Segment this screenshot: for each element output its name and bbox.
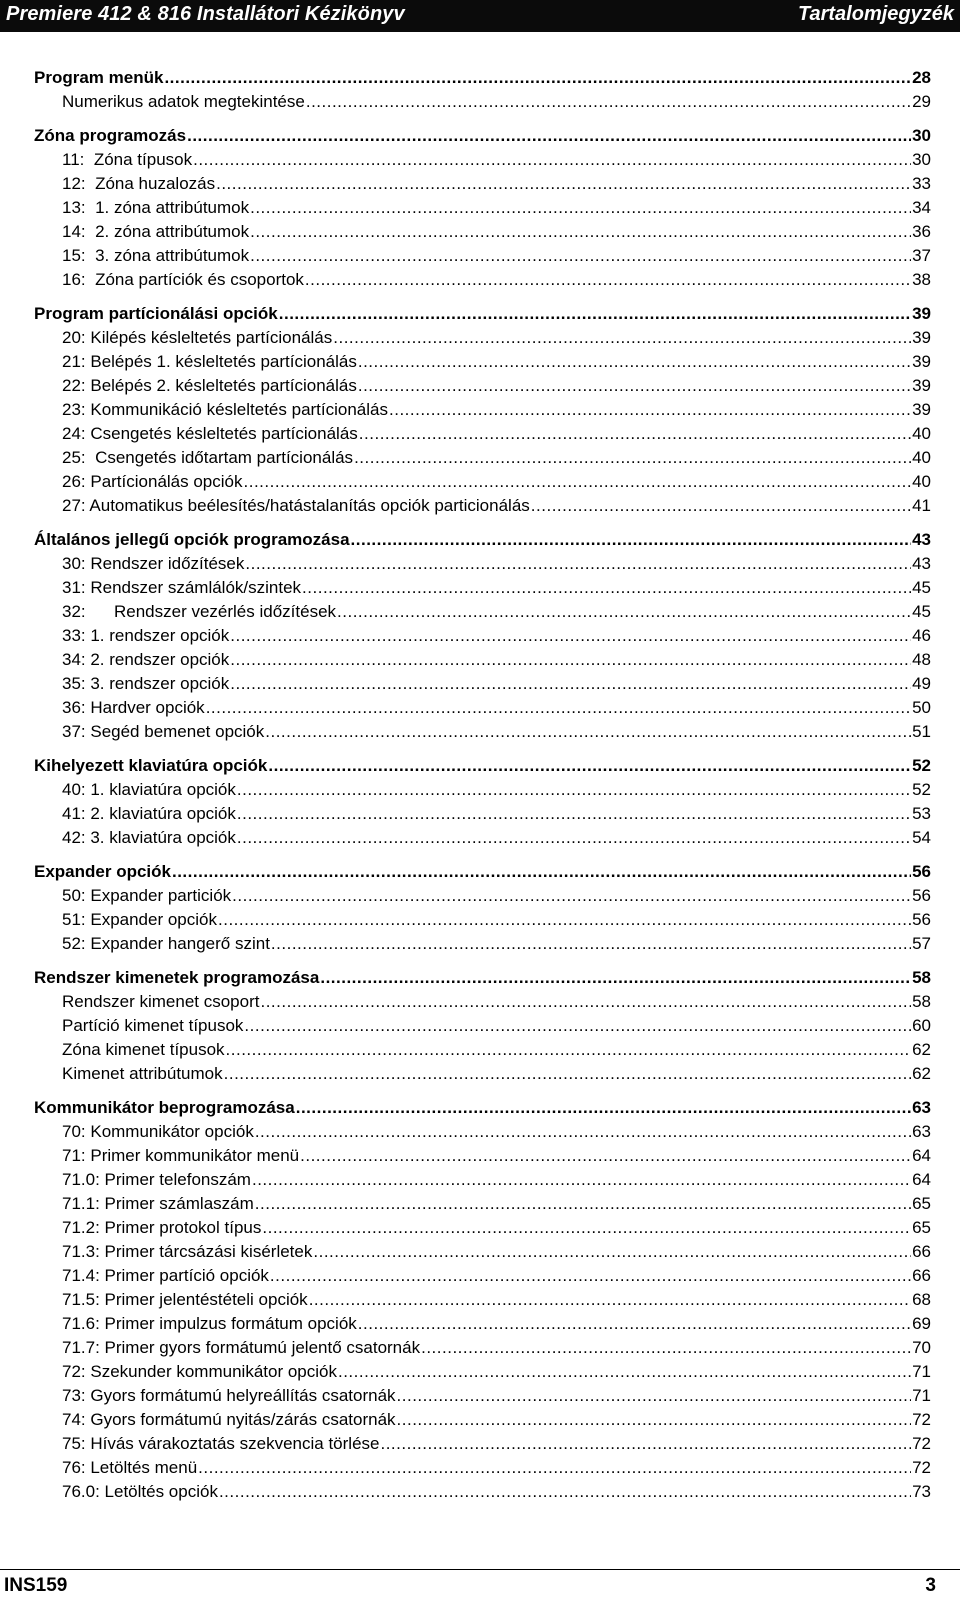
toc-leader-dots	[338, 1362, 911, 1382]
toc-entry[interactable]	[62, 372, 931, 396]
toc-label: Program menük	[34, 68, 164, 87]
toc-section-entry[interactable]	[34, 526, 931, 550]
toc-entry[interactable]	[62, 1334, 931, 1358]
toc-page-number: 54	[912, 828, 931, 847]
toc-leader-dots	[359, 424, 911, 444]
toc-label: 76.0: Letöltés opciók	[62, 1482, 218, 1501]
toc-label: 41: 2. klaviatúra opciók	[62, 804, 236, 823]
toc-label: 40: 1. klaviatúra opciók	[62, 780, 236, 799]
toc-page-number: 73	[912, 1482, 931, 1501]
toc-page-number: 28	[912, 68, 931, 87]
toc-leader-dots	[265, 722, 911, 742]
toc-entry[interactable]	[62, 1166, 931, 1190]
toc-page-number: 53	[912, 804, 931, 823]
toc-label: 73: Gyors formátumú helyreállítás csatornák	[62, 1386, 396, 1405]
toc-section-entry[interactable]	[34, 1094, 931, 1118]
toc-page-number: 66	[912, 1266, 931, 1285]
toc-leader-dots	[164, 68, 911, 88]
toc-entry[interactable]	[62, 348, 931, 372]
toc-page-number: 48	[912, 650, 931, 669]
toc-leader-dots	[358, 1314, 911, 1334]
toc-page-number: 60	[912, 1016, 931, 1035]
toc-leader-dots	[309, 1290, 911, 1310]
toc-label: 51: Expander opciók	[62, 910, 217, 929]
toc-entry[interactable]	[62, 194, 931, 218]
toc-label: 36: Hardver opciók	[62, 698, 205, 717]
toc-label: 50: Expander particiók	[62, 886, 232, 905]
toc-label: 35: 3. rendszer opciók	[62, 674, 230, 693]
toc-label: 74: Gyors formátumú nyitás/zárás csatornák	[62, 1410, 396, 1429]
toc-entry[interactable]	[62, 1118, 931, 1142]
toc-entry[interactable]	[62, 988, 931, 1012]
toc-page-number: 46	[912, 626, 931, 645]
toc-page-number: 70	[912, 1338, 931, 1357]
toc-entry[interactable]	[62, 1214, 931, 1238]
toc-page-number: 40	[912, 424, 931, 443]
toc-label: Numerikus adatok megtekintése	[62, 92, 305, 111]
toc-label: 15: 3. zóna attribútumok	[62, 246, 250, 265]
toc-leader-dots	[172, 862, 911, 882]
page-header	[0, 0, 960, 32]
toc-leader-dots	[250, 198, 911, 218]
toc-page-number: 63	[912, 1122, 931, 1141]
toc-leader-dots	[270, 1266, 911, 1286]
toc-section-entry[interactable]	[34, 752, 931, 776]
toc-label: 71: Primer kommunikátor menü	[62, 1146, 300, 1165]
toc-label: 71.4: Primer partíció opciók	[62, 1266, 269, 1285]
toc-leader-dots	[271, 934, 911, 954]
toc-leader-dots	[250, 222, 911, 242]
toc-entry[interactable]	[62, 824, 931, 848]
toc-label: 71.3: Primer tárcsázási kisérletek	[62, 1242, 313, 1261]
toc-label: Általános jellegű opciók programozása	[34, 530, 350, 549]
toc-leader-dots	[244, 1016, 911, 1036]
toc-page-number: 64	[912, 1146, 931, 1165]
section-title: Tartalomjegyzék	[798, 3, 954, 25]
toc-leader-dots	[358, 352, 911, 372]
toc-entry[interactable]	[62, 420, 931, 444]
toc-entry[interactable]	[62, 598, 931, 622]
toc-label: 11: Zóna típusok	[62, 150, 193, 169]
toc-leader-dots	[337, 602, 911, 622]
toc-label: Zóna kimenet típusok	[62, 1040, 225, 1059]
toc-page-number: 66	[912, 1242, 931, 1261]
toc-label: Kihelyezett klaviatúra opciók	[34, 756, 268, 775]
toc-entry[interactable]	[62, 800, 931, 824]
toc-label: 75: Hívás várakoztatás szekvencia törlése	[62, 1434, 380, 1453]
document-code: INS159	[4, 1575, 68, 1596]
toc-leader-dots	[255, 1194, 911, 1214]
toc-leader-dots	[245, 554, 911, 574]
toc-leader-dots	[268, 756, 911, 776]
toc-entry[interactable]	[62, 1286, 931, 1310]
toc-entry[interactable]	[62, 1190, 931, 1214]
toc-page-number: 37	[912, 246, 931, 265]
toc-label: 72: Szekunder kommunikátor opciók	[62, 1362, 337, 1381]
toc-entry[interactable]	[62, 1262, 931, 1286]
toc-label: 14: 2. zóna attribútumok	[62, 222, 250, 241]
toc-page-number: 56	[912, 886, 931, 905]
toc-entry[interactable]	[62, 242, 931, 266]
toc-label: 32: Rendszer vezérlés időzítések	[62, 602, 337, 621]
toc-entry[interactable]	[62, 1060, 931, 1084]
toc-leader-dots	[230, 626, 911, 646]
toc-entry[interactable]	[62, 1406, 931, 1430]
toc-section-entry[interactable]	[34, 64, 931, 88]
toc-page-number: 45	[912, 578, 931, 597]
toc-entry[interactable]	[62, 694, 931, 718]
toc-page-number: 49	[912, 674, 931, 693]
toc-page-number: 39	[912, 304, 931, 323]
toc-page-number: 43	[912, 530, 931, 549]
toc-page-number: 68	[912, 1290, 931, 1309]
toc-leader-dots	[198, 1458, 911, 1478]
toc-leader-dots	[193, 150, 911, 170]
toc-page-number: 40	[912, 448, 931, 467]
toc-page-number: 39	[912, 352, 931, 371]
toc-label: 71.2: Primer protokol típus	[62, 1218, 262, 1237]
toc-entry[interactable]	[62, 670, 931, 694]
toc-label: 71.7: Primer gyors formátumú jelentő csatornák	[62, 1338, 421, 1357]
toc-page-number: 72	[912, 1458, 931, 1477]
toc-page-number: 58	[912, 992, 931, 1011]
toc-entry[interactable]	[62, 88, 931, 112]
toc-page-number: 71	[912, 1362, 931, 1381]
toc-entry[interactable]	[62, 218, 931, 242]
toc-page-number: 50	[912, 698, 931, 717]
toc-entry[interactable]	[62, 1478, 931, 1502]
toc-entry[interactable]	[62, 324, 931, 348]
toc-page-number: 29	[912, 92, 931, 111]
toc-section-entry[interactable]	[34, 122, 931, 146]
toc-page-number: 65	[912, 1194, 931, 1213]
toc-page-number: 64	[912, 1170, 931, 1189]
toc-label: 20: Kilépés késleltetés partícionálás	[62, 328, 333, 347]
toc-label: 16: Zóna partíciók és csoportok	[62, 270, 304, 289]
toc-leader-dots	[389, 400, 911, 420]
toc-page-number: 72	[912, 1434, 931, 1453]
toc-label: 71.6: Primer impulzus formátum opciók	[62, 1314, 357, 1333]
toc-label: 71.1: Primer számlaszám	[62, 1194, 254, 1213]
toc-label: 25: Csengetés időtartam partícionálás	[62, 448, 354, 467]
toc-page-number: 65	[912, 1218, 931, 1237]
toc-label: 24: Csengetés késleltetés partícionálás	[62, 424, 358, 443]
toc-leader-dots	[313, 1242, 911, 1262]
toc-page-number: 63	[912, 1098, 931, 1117]
toc-leader-dots	[216, 174, 911, 194]
toc-label: 26: Partícionálás opciók	[62, 472, 243, 491]
toc-leader-dots	[255, 1122, 911, 1142]
toc-label: 21: Belépés 1. késleltetés partícionálás	[62, 352, 357, 371]
toc-label: Rendszer kimenet csoport	[62, 992, 260, 1011]
toc-page-number: 71	[912, 1386, 931, 1405]
toc-leader-dots	[230, 650, 911, 670]
toc-entry[interactable]	[62, 1430, 931, 1454]
toc-page-number: 57	[912, 934, 931, 953]
toc-label: 42: 3. klaviatúra opciók	[62, 828, 236, 847]
toc-label: 27: Automatikus beélesítés/hatástalanítás opciók particionálás	[62, 496, 530, 515]
toc-label: Expander opciók	[34, 862, 171, 881]
toc-page-number: 40	[912, 472, 931, 491]
toc-entry[interactable]	[62, 718, 931, 742]
toc-entry[interactable]	[62, 170, 931, 194]
toc-label: 52: Expander hangerő szint	[62, 934, 270, 953]
toc-leader-dots	[226, 1040, 912, 1060]
toc-page-number: 33	[912, 174, 931, 193]
toc-entry[interactable]	[62, 550, 931, 574]
toc-leader-dots	[252, 1170, 911, 1190]
toc-page-number: 38	[912, 270, 931, 289]
toc-entry[interactable]	[62, 1142, 931, 1166]
toc-label: Kommunikátor beprogramozása	[34, 1098, 295, 1117]
toc-entry[interactable]	[62, 444, 931, 468]
toc-page-number: 39	[912, 400, 931, 419]
toc-page-number: 36	[912, 222, 931, 241]
toc-leader-dots	[187, 126, 911, 146]
toc-leader-dots	[380, 1434, 911, 1454]
toc-leader-dots	[279, 304, 911, 324]
toc-label: 31: Rendszer számlálók/szintek	[62, 578, 302, 597]
toc-section-entry[interactable]	[34, 300, 931, 324]
toc-entry[interactable]	[62, 146, 931, 170]
toc-page-number: 72	[912, 1410, 931, 1429]
toc-leader-dots	[354, 448, 911, 468]
toc-label: 33: 1. rendszer opciók	[62, 626, 230, 645]
toc-page-number: 58	[912, 968, 931, 987]
toc-leader-dots	[262, 1218, 911, 1238]
toc-label: 76: Letöltés menü	[62, 1458, 198, 1477]
toc-page-number: 56	[912, 910, 931, 929]
toc-entry[interactable]	[62, 266, 931, 290]
toc-label: 71.5: Primer jelentéstételi opciók	[62, 1290, 308, 1309]
toc-entry[interactable]	[62, 1310, 931, 1334]
toc-label: 30: Rendszer időzítések	[62, 554, 245, 573]
toc-entry[interactable]	[62, 776, 931, 800]
toc-page-number: 41	[912, 496, 931, 515]
toc-leader-dots	[300, 1146, 911, 1166]
toc-leader-dots	[218, 910, 911, 930]
toc-label: 70: Kommunikátor opciók	[62, 1122, 254, 1141]
toc-label: Partíció kimenet típusok	[62, 1016, 244, 1035]
toc-leader-dots	[397, 1410, 912, 1430]
toc-page-number: 69	[912, 1314, 931, 1333]
toc-leader-dots	[302, 578, 911, 598]
document-title: Premiere 412 & 816 Installátori Kézikönyv	[6, 3, 405, 25]
toc-leader-dots	[421, 1338, 911, 1358]
toc-leader-dots	[237, 780, 911, 800]
toc-leader-dots	[237, 804, 911, 824]
toc-label: 34: 2. rendszer opciók	[62, 650, 230, 669]
toc-entry[interactable]	[62, 492, 931, 516]
toc-label: 23: Kommunikáció késleltetés partícionálás	[62, 400, 388, 419]
toc-leader-dots	[296, 1098, 911, 1118]
toc-entry[interactable]	[62, 1454, 931, 1478]
toc-entry[interactable]	[62, 930, 931, 954]
toc-leader-dots	[531, 496, 911, 516]
toc-entry[interactable]	[62, 1238, 931, 1262]
toc-section-entry[interactable]	[34, 964, 931, 988]
toc-leader-dots	[206, 698, 911, 718]
toc-entry[interactable]	[62, 1012, 931, 1036]
toc-label: Program partícionálási opciók	[34, 304, 278, 323]
toc-label: 12: Zóna huzalozás	[62, 174, 216, 193]
toc-entry[interactable]	[62, 1382, 931, 1406]
toc-entry[interactable]	[62, 396, 931, 420]
toc-leader-dots	[260, 992, 911, 1012]
toc-page-number: 52	[912, 780, 931, 799]
toc-entry[interactable]	[62, 1358, 931, 1382]
toc-label: Zóna programozás	[34, 126, 187, 145]
toc-page-number: 51	[912, 722, 931, 741]
toc-leader-dots	[306, 92, 911, 112]
toc-leader-dots	[237, 828, 911, 848]
toc-page-number: 52	[912, 756, 931, 775]
toc-entry[interactable]	[62, 468, 931, 492]
toc-leader-dots	[250, 246, 911, 266]
toc-entry[interactable]	[62, 622, 931, 646]
toc-page-number: 39	[912, 376, 931, 395]
toc-page-number: 62	[912, 1040, 931, 1059]
toc-label: 37: Segéd bemenet opciók	[62, 722, 265, 741]
toc-leader-dots	[232, 886, 911, 906]
toc-page-number: 39	[912, 328, 931, 347]
toc-leader-dots	[333, 328, 911, 348]
page-number: 3	[925, 1575, 936, 1596]
toc-leader-dots	[305, 270, 911, 290]
toc-section-entry[interactable]	[34, 858, 931, 882]
toc-label: Kimenet attribútumok	[62, 1064, 223, 1083]
toc-entry[interactable]	[62, 574, 931, 598]
toc-entry[interactable]	[62, 646, 931, 670]
toc-label: 13: 1. zóna attribútumok	[62, 198, 250, 217]
toc-page-number: 30	[912, 126, 931, 145]
toc-leader-dots	[320, 968, 911, 988]
toc-page-number: 45	[912, 602, 931, 621]
footer-divider	[0, 1569, 960, 1570]
toc-page-number: 34	[912, 198, 931, 217]
toc-label: 71.0: Primer telefonszám	[62, 1170, 251, 1189]
toc-leader-dots	[397, 1386, 912, 1406]
toc-page-number: 30	[912, 150, 931, 169]
toc-entry[interactable]	[62, 1036, 931, 1060]
toc-label: Rendszer kimenetek programozása	[34, 968, 320, 987]
toc-leader-dots	[358, 376, 911, 396]
toc-leader-dots	[351, 530, 912, 550]
toc-leader-dots	[230, 674, 911, 694]
toc-page-number: 62	[912, 1064, 931, 1083]
toc-page-number: 43	[912, 554, 931, 573]
toc-page-number: 56	[912, 862, 931, 881]
toc-entry[interactable]	[62, 882, 931, 906]
toc-leader-dots	[244, 472, 912, 492]
toc-label: 22: Belépés 2. késleltetés partícionálás	[62, 376, 357, 395]
toc-leader-dots	[224, 1064, 911, 1084]
toc-entry[interactable]	[62, 906, 931, 930]
toc-leader-dots	[219, 1482, 911, 1502]
